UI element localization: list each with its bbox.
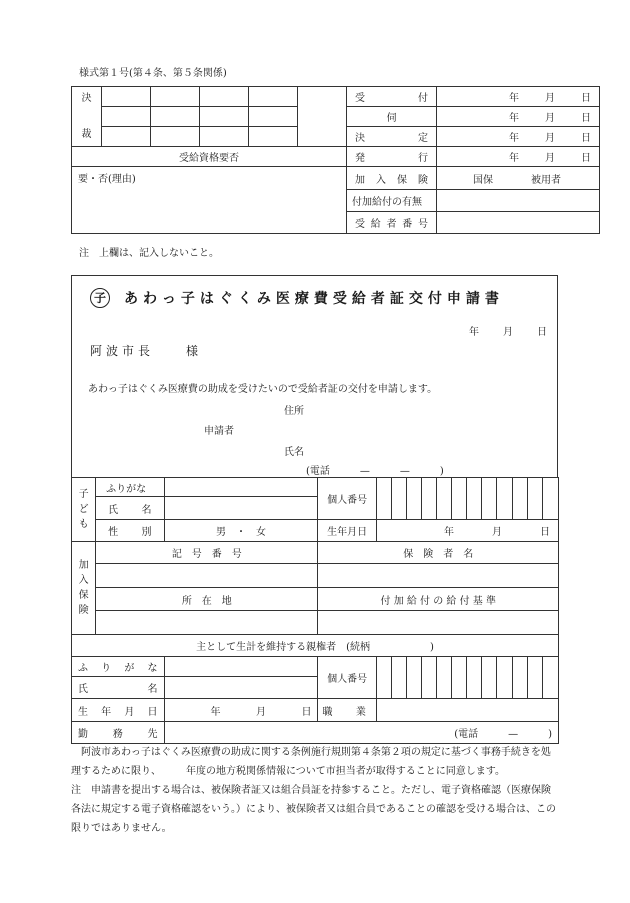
guardian-personal-number-label: 個人番号: [318, 657, 376, 699]
guardian-name-label: 氏 名: [72, 677, 165, 699]
phone-label[interactable]: (電話 — — ): [306, 466, 444, 477]
name-field[interactable]: [316, 439, 548, 455]
guardian-pn-digit[interactable]: [497, 657, 512, 699]
application-title: あわっ子はぐくみ医療費受給者証交付申請書: [124, 291, 504, 307]
child-pn-digit[interactable]: [497, 478, 512, 520]
admin-row-label-kettei: 決 定: [347, 127, 437, 147]
child-sex-options[interactable]: 男 ・ 女: [164, 520, 318, 542]
kessai-stamp-2[interactable]: [151, 87, 200, 107]
child-pn-digit[interactable]: [376, 478, 391, 520]
kessai-stamp-2c[interactable]: [151, 127, 200, 147]
form-number: 様式第１号(第４条、第５条関係): [79, 68, 227, 79]
admin-row-date-hakko[interactable]: 年 月 日: [437, 147, 600, 167]
address-label: 住所: [284, 406, 304, 417]
child-pn-digit[interactable]: [467, 478, 482, 520]
location-label: 所 在 地: [96, 588, 318, 611]
guardian-name-field[interactable]: [164, 677, 318, 699]
submission-note: 注 申請書を提出する場合は、被保険者証又は組合員証を持参すること。ただし、電子資格確認（医療保険各法に規定する電子資格確認をいう。）により、被保険者又は組合員であることの確認を受ける場合は、この限りではありません。: [71, 785, 556, 834]
child-birthdate-label: 生年月日: [318, 520, 376, 542]
guardian-pn-digit[interactable]: [527, 657, 542, 699]
address-field[interactable]: [316, 398, 548, 414]
reason-field[interactable]: 要・否(理由): [72, 167, 347, 234]
occupation-field[interactable]: [376, 699, 558, 722]
kessai-stamp-2b[interactable]: [151, 107, 200, 127]
insurance-section-label: 加 入 保 険: [72, 542, 96, 635]
child-furigana-field[interactable]: [164, 478, 318, 497]
guardian-birthdate-field[interactable]: 年 月 日: [164, 699, 318, 722]
symbol-number-label: 記 号 番 号: [96, 542, 318, 564]
child-personal-number-label: 個人番号: [318, 478, 376, 520]
guardian-pn-digit[interactable]: [542, 657, 558, 699]
insurance-options[interactable]: 国保 被用者: [437, 167, 600, 190]
kessai-stamp-4b[interactable]: [249, 107, 298, 127]
application-title-row: [90, 288, 504, 308]
child-furigana-label: ふりがな: [96, 478, 164, 497]
child-birthdate-field[interactable]: 年 月 日: [376, 520, 558, 542]
admin-table: [71, 86, 600, 234]
extra-benefit-label: 付加給付の有無: [347, 190, 437, 212]
workplace-label: 勤 務 先: [72, 722, 165, 744]
child-pn-digit[interactable]: [482, 478, 497, 520]
addressee: 阿波市長 様: [90, 344, 203, 358]
eligibility-label: 受給資格要否: [72, 147, 347, 167]
guardian-pn-digit[interactable]: [376, 657, 391, 699]
kessai-stamp-4[interactable]: [249, 87, 298, 107]
child-name-field[interactable]: [164, 497, 318, 520]
consent-note: 阿波市あわっ子はぐくみ医療費の助成に関する条例施行規則第４条第２項の規定に基づく事務手続きを処理するために限り、 年度の地方税関係情報について市担当者が取得することに同意します。: [71, 747, 551, 777]
extra-benefit-field[interactable]: [437, 190, 600, 212]
guardian-header: 主として生計を維持する親権者 (続柄 ): [72, 635, 559, 657]
admin-row-label-ukagai: 伺: [347, 107, 437, 127]
kessai-stamp-3b[interactable]: [200, 107, 249, 127]
note-top: 注 上欄は、記入しないこと。: [79, 248, 219, 259]
application-table: [71, 477, 559, 744]
recipient-number-field[interactable]: [437, 212, 600, 234]
child-pn-digit[interactable]: [542, 478, 558, 520]
child-sex-label: 性 別: [96, 520, 164, 542]
insurer-name-label: 保 険 者 名: [318, 542, 559, 564]
workplace-field[interactable]: (電話 — ): [164, 722, 558, 744]
application-date[interactable]: 年 月 日: [469, 327, 547, 338]
admin-row-label-hakko: 発 行: [347, 147, 437, 167]
guardian-pn-digit[interactable]: [407, 657, 422, 699]
child-pn-digit[interactable]: [527, 478, 542, 520]
child-pn-digit[interactable]: [452, 478, 467, 520]
guardian-pn-digit[interactable]: [482, 657, 497, 699]
child-pn-digit[interactable]: [422, 478, 437, 520]
occupation-label: 職 業: [318, 699, 376, 722]
kessai-stamp-3[interactable]: [200, 87, 249, 107]
guardian-furigana-field[interactable]: [164, 657, 318, 677]
guardian-pn-digit[interactable]: [467, 657, 482, 699]
recipient-number-label: 受 給 者 番 号: [347, 212, 437, 234]
child-pn-digit[interactable]: [437, 478, 452, 520]
applicant-label: 申請者: [204, 426, 234, 437]
guardian-pn-digit[interactable]: [512, 657, 527, 699]
kessai-label: 決 裁: [72, 87, 102, 147]
kessai-stamp-1[interactable]: [102, 87, 151, 107]
child-section-label: 子 ど も: [72, 478, 96, 542]
admin-row-label-uketsuke: 受 付: [347, 87, 437, 107]
benefit-standard-field[interactable]: [318, 611, 559, 635]
kessai-stamp-4c[interactable]: [249, 127, 298, 147]
guardian-pn-digit[interactable]: [422, 657, 437, 699]
guardian-birthdate-label: 生 年 月 日: [72, 699, 165, 722]
admin-row-date-kettei[interactable]: 年 月 日: [437, 127, 600, 147]
admin-row-date-ukagai[interactable]: 年 月 日: [437, 107, 600, 127]
insurer-name-field[interactable]: [318, 564, 559, 588]
location-field[interactable]: [96, 611, 318, 635]
kessai-stamp-3c[interactable]: [200, 127, 249, 147]
guardian-pn-digit[interactable]: [452, 657, 467, 699]
guardian-furigana-label: ふ り が な: [72, 657, 165, 677]
statement: あわっ子はぐくみ医療費の助成を受けたいので受給者証の交付を申請します。: [88, 384, 438, 395]
guardian-pn-digit[interactable]: [437, 657, 452, 699]
symbol-number-field[interactable]: [96, 564, 318, 588]
guardian-pn-digit[interactable]: [391, 657, 406, 699]
notes-section: [71, 743, 558, 838]
child-pn-digit[interactable]: [391, 478, 406, 520]
kessai-stamp-1b[interactable]: [102, 107, 151, 127]
benefit-standard-label: 付 加 給 付 の 給 付 基 準: [318, 588, 559, 611]
application-box: [71, 275, 558, 477]
admin-row-date-uketsuke[interactable]: 年 月 日: [437, 87, 600, 107]
kessai-stamp-5[interactable]: [298, 87, 347, 147]
name-label: 氏名: [284, 447, 304, 458]
child-name-label: 氏 名: [96, 497, 164, 520]
child-pn-digit[interactable]: [407, 478, 422, 520]
child-pn-digit[interactable]: [512, 478, 527, 520]
child-circle-icon: 子: [90, 288, 110, 308]
insurance-label: 加 入 保 険: [347, 167, 437, 190]
kessai-stamp-1c[interactable]: [102, 127, 151, 147]
